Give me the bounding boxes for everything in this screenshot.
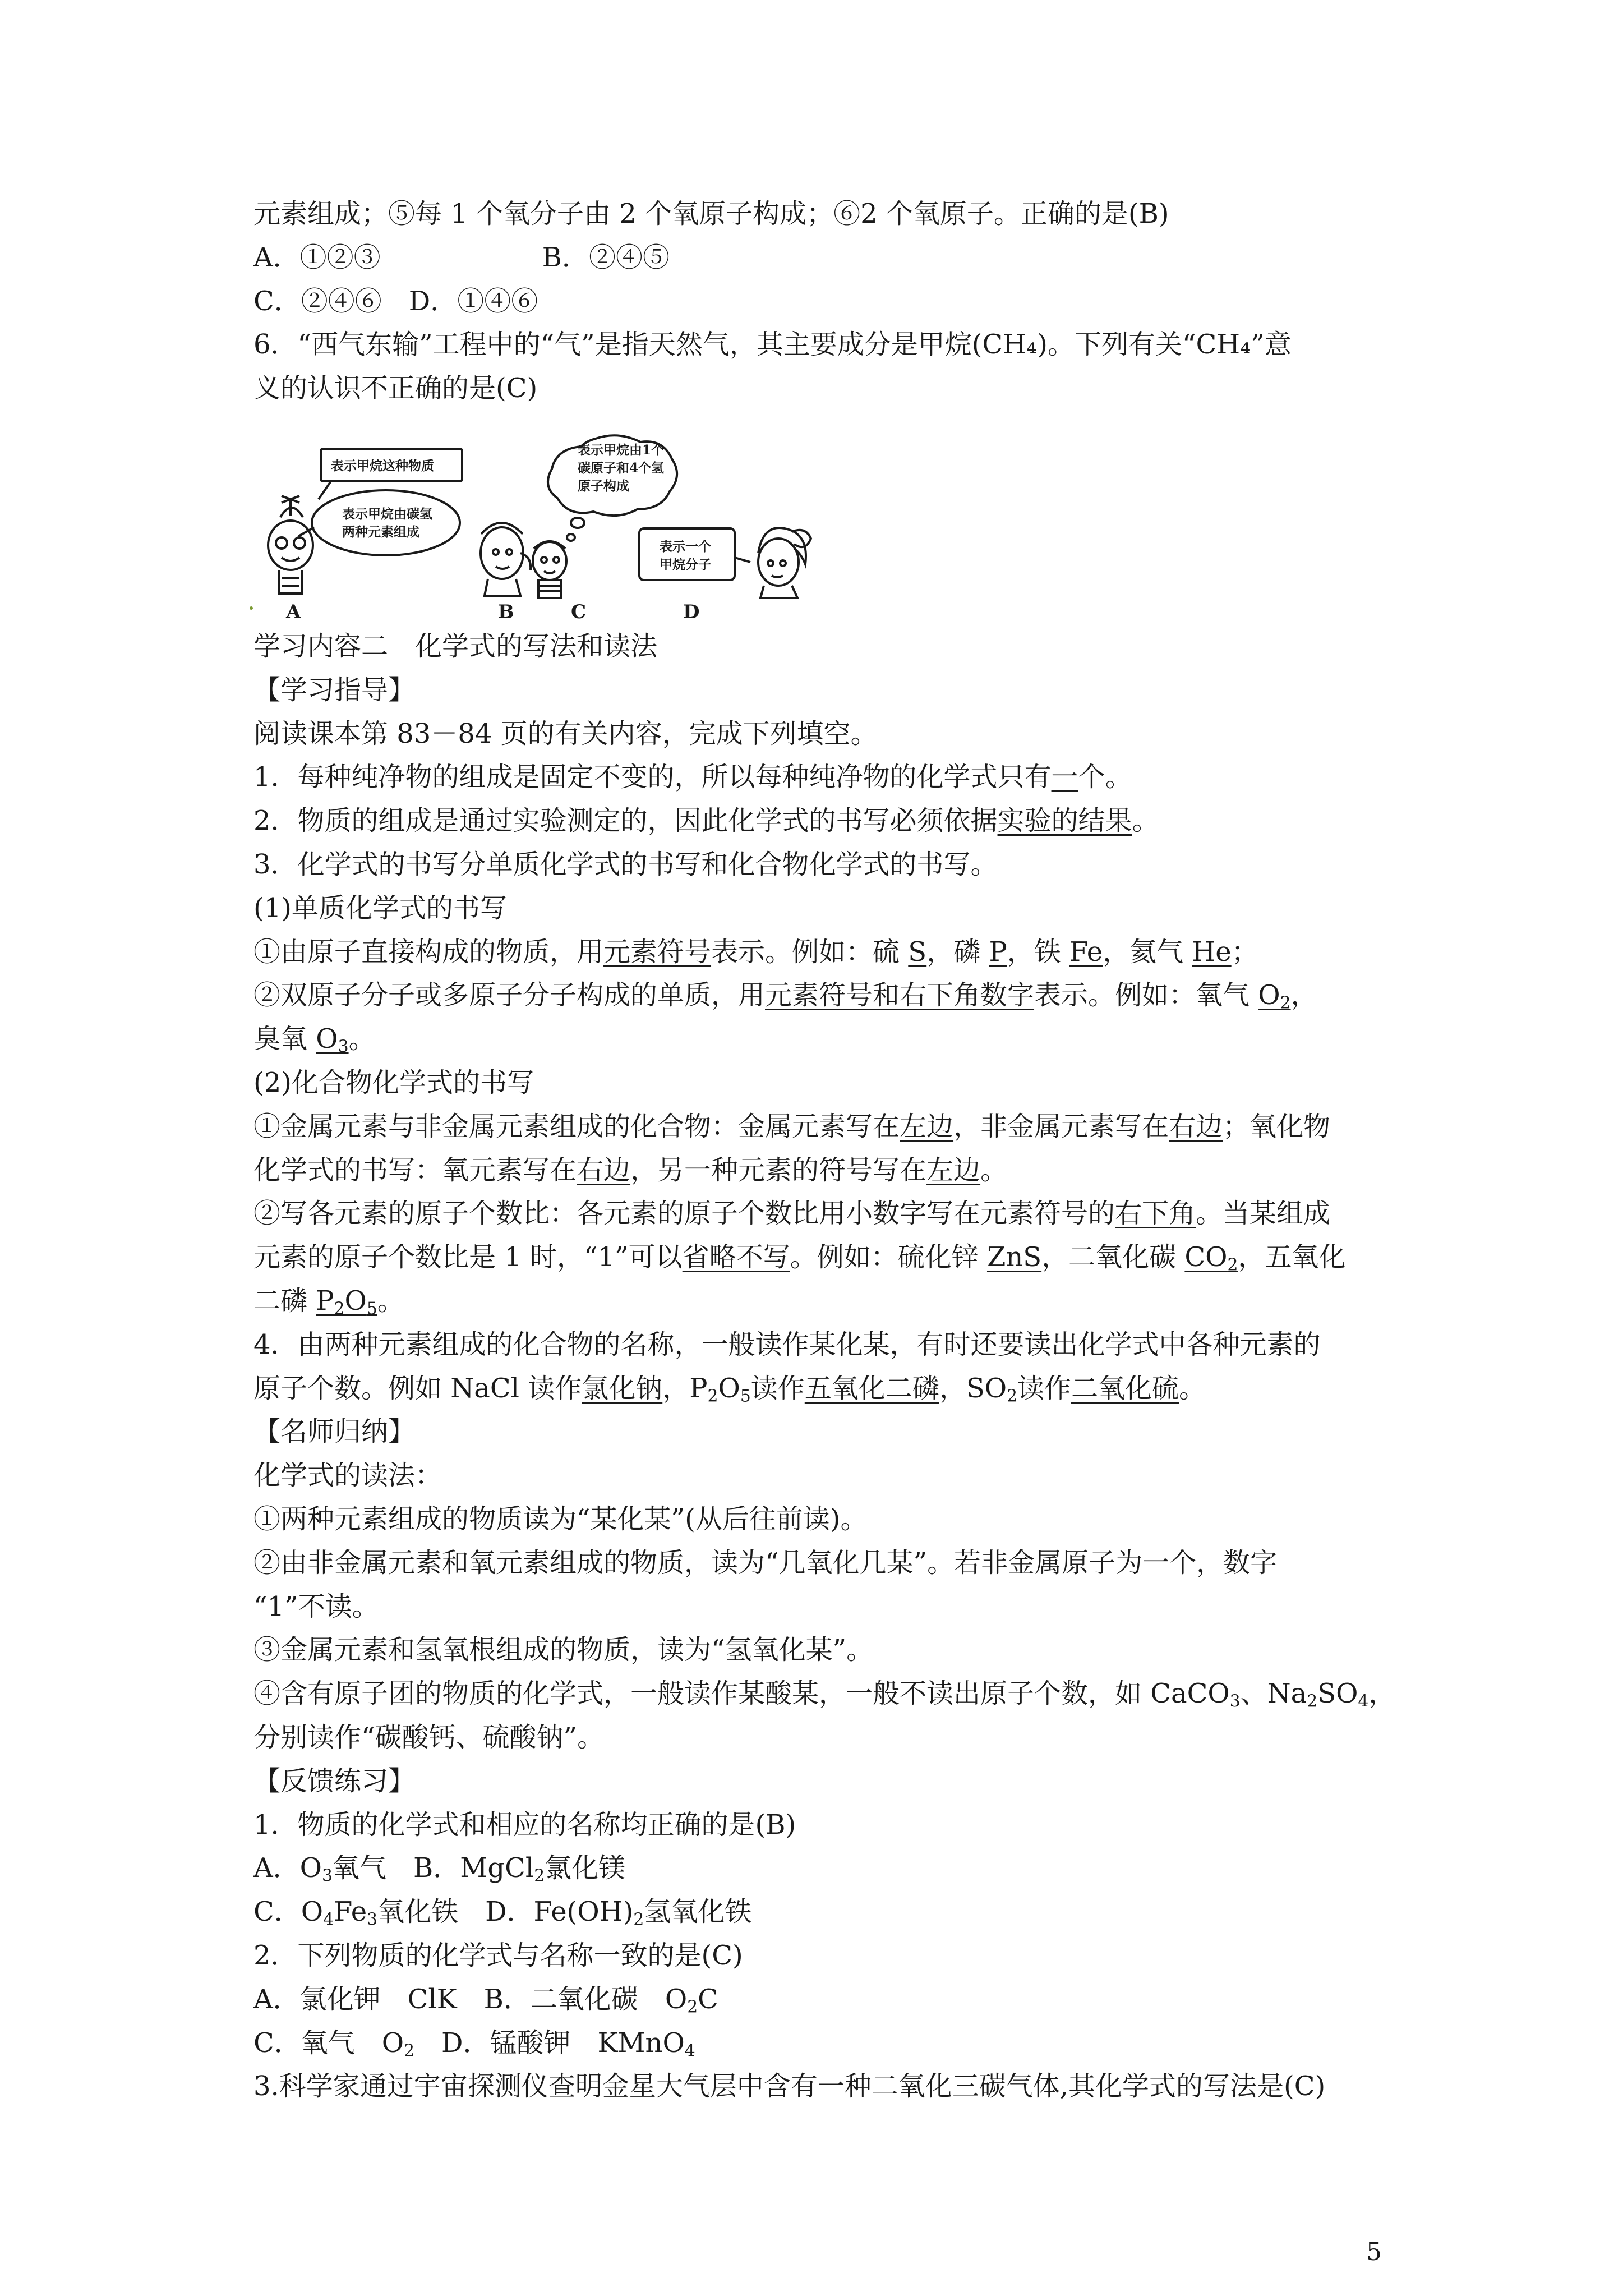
- answer-blank: $O_2$: [1258, 979, 1291, 1013]
- bubble-text: 表示甲烷由碳氢: [342, 507, 432, 522]
- answer-options-cd: C．②④⑥ D．①④⑥: [253, 285, 538, 317]
- page-number: 5: [1366, 2238, 1382, 2266]
- guide-header: 【学习指导】: [253, 674, 416, 706]
- answer-blank: 实验的结果: [997, 805, 1132, 837]
- fill-item-2: 2．物质的组成是通过实验测定的，因此化学式的书写必须依据实验的结果。: [253, 805, 1159, 837]
- practice-header: 【反馈练习】: [253, 1765, 416, 1797]
- character-d: [758, 528, 811, 598]
- answer-blank: 元素符号和右下角数字: [765, 979, 1035, 1011]
- compound-rule-1-continued: 化学式的书写：氧元素写在右边，另一种元素的符号写在左边。: [253, 1154, 1008, 1186]
- speech-bubble-a2: [312, 490, 460, 555]
- reading-rule-4: ④含有原子团的物质的化学式，一般读作某酸某，一般不读出原子个数，如 CaCO$_3$、$Na_2SO_4$，: [253, 1678, 1396, 1711]
- element-rule-1: ①由原子直接构成的物质，用元素符号表示。例如：硫 S，磷 P，铁 Fe，氦气 He；: [253, 936, 1258, 968]
- speech-bubble-d: [639, 528, 735, 580]
- section-title: 学习内容二 化学式的写法和读法: [253, 631, 658, 662]
- answer-blank: 右边: [577, 1154, 631, 1186]
- reading-rule-3: ③金属元素和氢氧根组成的物质，读为“氢氧化某”。: [253, 1634, 874, 1666]
- fill-item-3: 3．化学式的书写分单质化学式的书写和化合物化学式的书写。: [253, 848, 998, 880]
- subheading-elements: (1)单质化学式的书写: [253, 892, 507, 924]
- practice-q2-options-ab: A．氯化钾 ClK B．二氧化碳 $O_2C$: [253, 1983, 718, 2017]
- character-b: [481, 523, 531, 596]
- answer-blank: P: [989, 936, 1007, 968]
- element-rule-2: ②双原子分子或多原子分子构成的单质，用元素符号和右下角数字表示。例如：氧气 $O_2$，: [253, 979, 1318, 1013]
- figure-label-c: C: [571, 601, 587, 623]
- question-6-continued: 义的认识不正确的是(C): [253, 372, 538, 404]
- thought-dot: [571, 518, 584, 528]
- section-two: [253, 625, 1398, 2109]
- question-6: 6．“西气东输”工程中的“气”是指天然气，其主要成分是甲烷(CH₄)。下列有关“CH₄”意: [253, 329, 1292, 361]
- answer-blank: 一: [1051, 761, 1078, 793]
- answer-blank: Fe: [1069, 936, 1103, 968]
- fill-item-4-continued: 原子个数。例如 NaCl 读作氯化钠，$P_2O_5$读作五氧化二磷，$SO_2$读作二氧化硫。: [253, 1372, 1206, 1406]
- text-line: 元素组成；⑤每 1 个氧分子由 2 个氧原子构成；⑥2 个氧原子。正确的是(B): [253, 198, 1169, 229]
- reading-rule-4-continued: 分别读作“碳酸钙、硫酸钠”。: [253, 1721, 605, 1753]
- green-dot: [250, 606, 253, 610]
- figure-label-b: B: [498, 601, 514, 623]
- reading-rules-title: 化学式的读法：: [253, 1460, 442, 1492]
- bubble-text: 原子构成: [578, 478, 629, 494]
- reading-rule-1: ①两种元素组成的物质读为“某化某”(从后往前读)。: [253, 1503, 868, 1535]
- fill-item-4: 4．由两种元素组成的化合物的名称，一般读作某化某，有时还要读出化学式中各种元素的: [253, 1328, 1321, 1360]
- answer-blank: 氯化钠: [582, 1372, 663, 1404]
- answer-blank: 左边: [900, 1110, 954, 1142]
- bubble-pointer: [735, 558, 750, 562]
- figure-label-d: D: [683, 601, 700, 623]
- answer-blank: ZnS: [986, 1241, 1042, 1273]
- reading-rule-2-continued: “1”不读。: [253, 1590, 379, 1622]
- thought-dot: [567, 534, 575, 541]
- answer-blank: $P_2O_5$: [316, 1285, 377, 1319]
- answer-blank: $CO_2$: [1184, 1241, 1238, 1275]
- practice-question-3: 3.科学家通过宇宙探测仪查明金星大气层中含有一种二氧化三碳气体,其化学式的写法是(C): [253, 2070, 1326, 2102]
- compound-rule-1: ①金属元素与非金属元素组成的化合物：金属元素写在左边，非金属元素写在右边；氧化物: [253, 1110, 1331, 1142]
- bubble-text: 甲烷分子: [660, 557, 711, 572]
- answer-blank: He: [1192, 936, 1232, 968]
- element-rule-2-continued: 臭氧 $O_3$。: [253, 1023, 376, 1057]
- practice-question-1: 1．物质的化学式和相应的名称均正确的是(B): [253, 1809, 796, 1841]
- answer-options-ab: A．①②③ B．②④⑤: [253, 241, 670, 273]
- compound-rule-2: ②写各元素的原子个数比：各元素的原子个数比用小数字写在元素符号的右下角。当某组成: [253, 1198, 1331, 1230]
- subheading-compounds: (2)化合物化学式的书写: [253, 1066, 534, 1098]
- bubble-text: 表示一个: [660, 539, 711, 554]
- bubble-pointer: [319, 481, 331, 499]
- answer-blank: 左边: [926, 1154, 981, 1186]
- compound-rule-2-continued: 元素的原子个数比是 1 时，“1”可以省略不写。例如：硫化锌 ZnS，二氧化碳 $CO_2$，五氧化: [253, 1241, 1346, 1275]
- answer-blank: 省略不写: [682, 1241, 790, 1273]
- reading-rule-2: ②由非金属元素和氧元素组成的物质，读为“几氧化几某”。若非金属原子为一个，数字: [253, 1547, 1278, 1579]
- bubble-text: 表示甲烷由1个: [578, 443, 665, 458]
- bubble-text: 表示甲烷这种物质: [331, 458, 434, 473]
- practice-q1-options-ab: A．$O_3$氧气 B．MgCl$_2$氯化镁: [253, 1852, 626, 1886]
- answer-blank: 二氧化硫: [1071, 1372, 1179, 1404]
- answer-blank: S: [908, 936, 927, 968]
- compound-rule-2-end: 二磷 $P_2O_5$。: [253, 1285, 404, 1319]
- reading-instruction: 阅读课本第 83－84 页的有关内容，完成下列填空。: [253, 717, 878, 749]
- bubble-text: 碳原子和4个氢: [578, 461, 665, 476]
- practice-question-2: 2．下列物质的化学式与名称一致的是(C): [253, 1939, 743, 1971]
- character-c: [533, 541, 566, 598]
- figure-label-a: A: [286, 601, 301, 623]
- answer-blank: 右边: [1169, 1110, 1223, 1142]
- question-block-top: [253, 192, 1398, 411]
- fill-item-1: 1．每种纯净物的组成是固定不变的，所以每种纯净物的化学式只有一个。: [253, 761, 1132, 793]
- answer-blank: $O_3$: [316, 1023, 349, 1057]
- practice-q1-options-cd: C．$O_4Fe_3$氧化铁 D．$Fe(OH)_2$氢氧化铁: [253, 1896, 752, 1930]
- bubble-text: 两种元素组成: [342, 524, 419, 540]
- answer-blank: 右下角: [1115, 1198, 1196, 1230]
- practice-q2-options-cd: C．氧气 $O_2$ D．锰酸钾 KMnO$_4$: [253, 2027, 695, 2060]
- answer-blank: 五氧化二磷: [804, 1372, 939, 1404]
- character-a: [268, 496, 313, 593]
- teacher-summary-header: 【名师归纳】: [253, 1416, 416, 1448]
- answer-blank: 元素符号: [603, 936, 712, 968]
- methane-meaning-cartoon: [247, 433, 841, 623]
